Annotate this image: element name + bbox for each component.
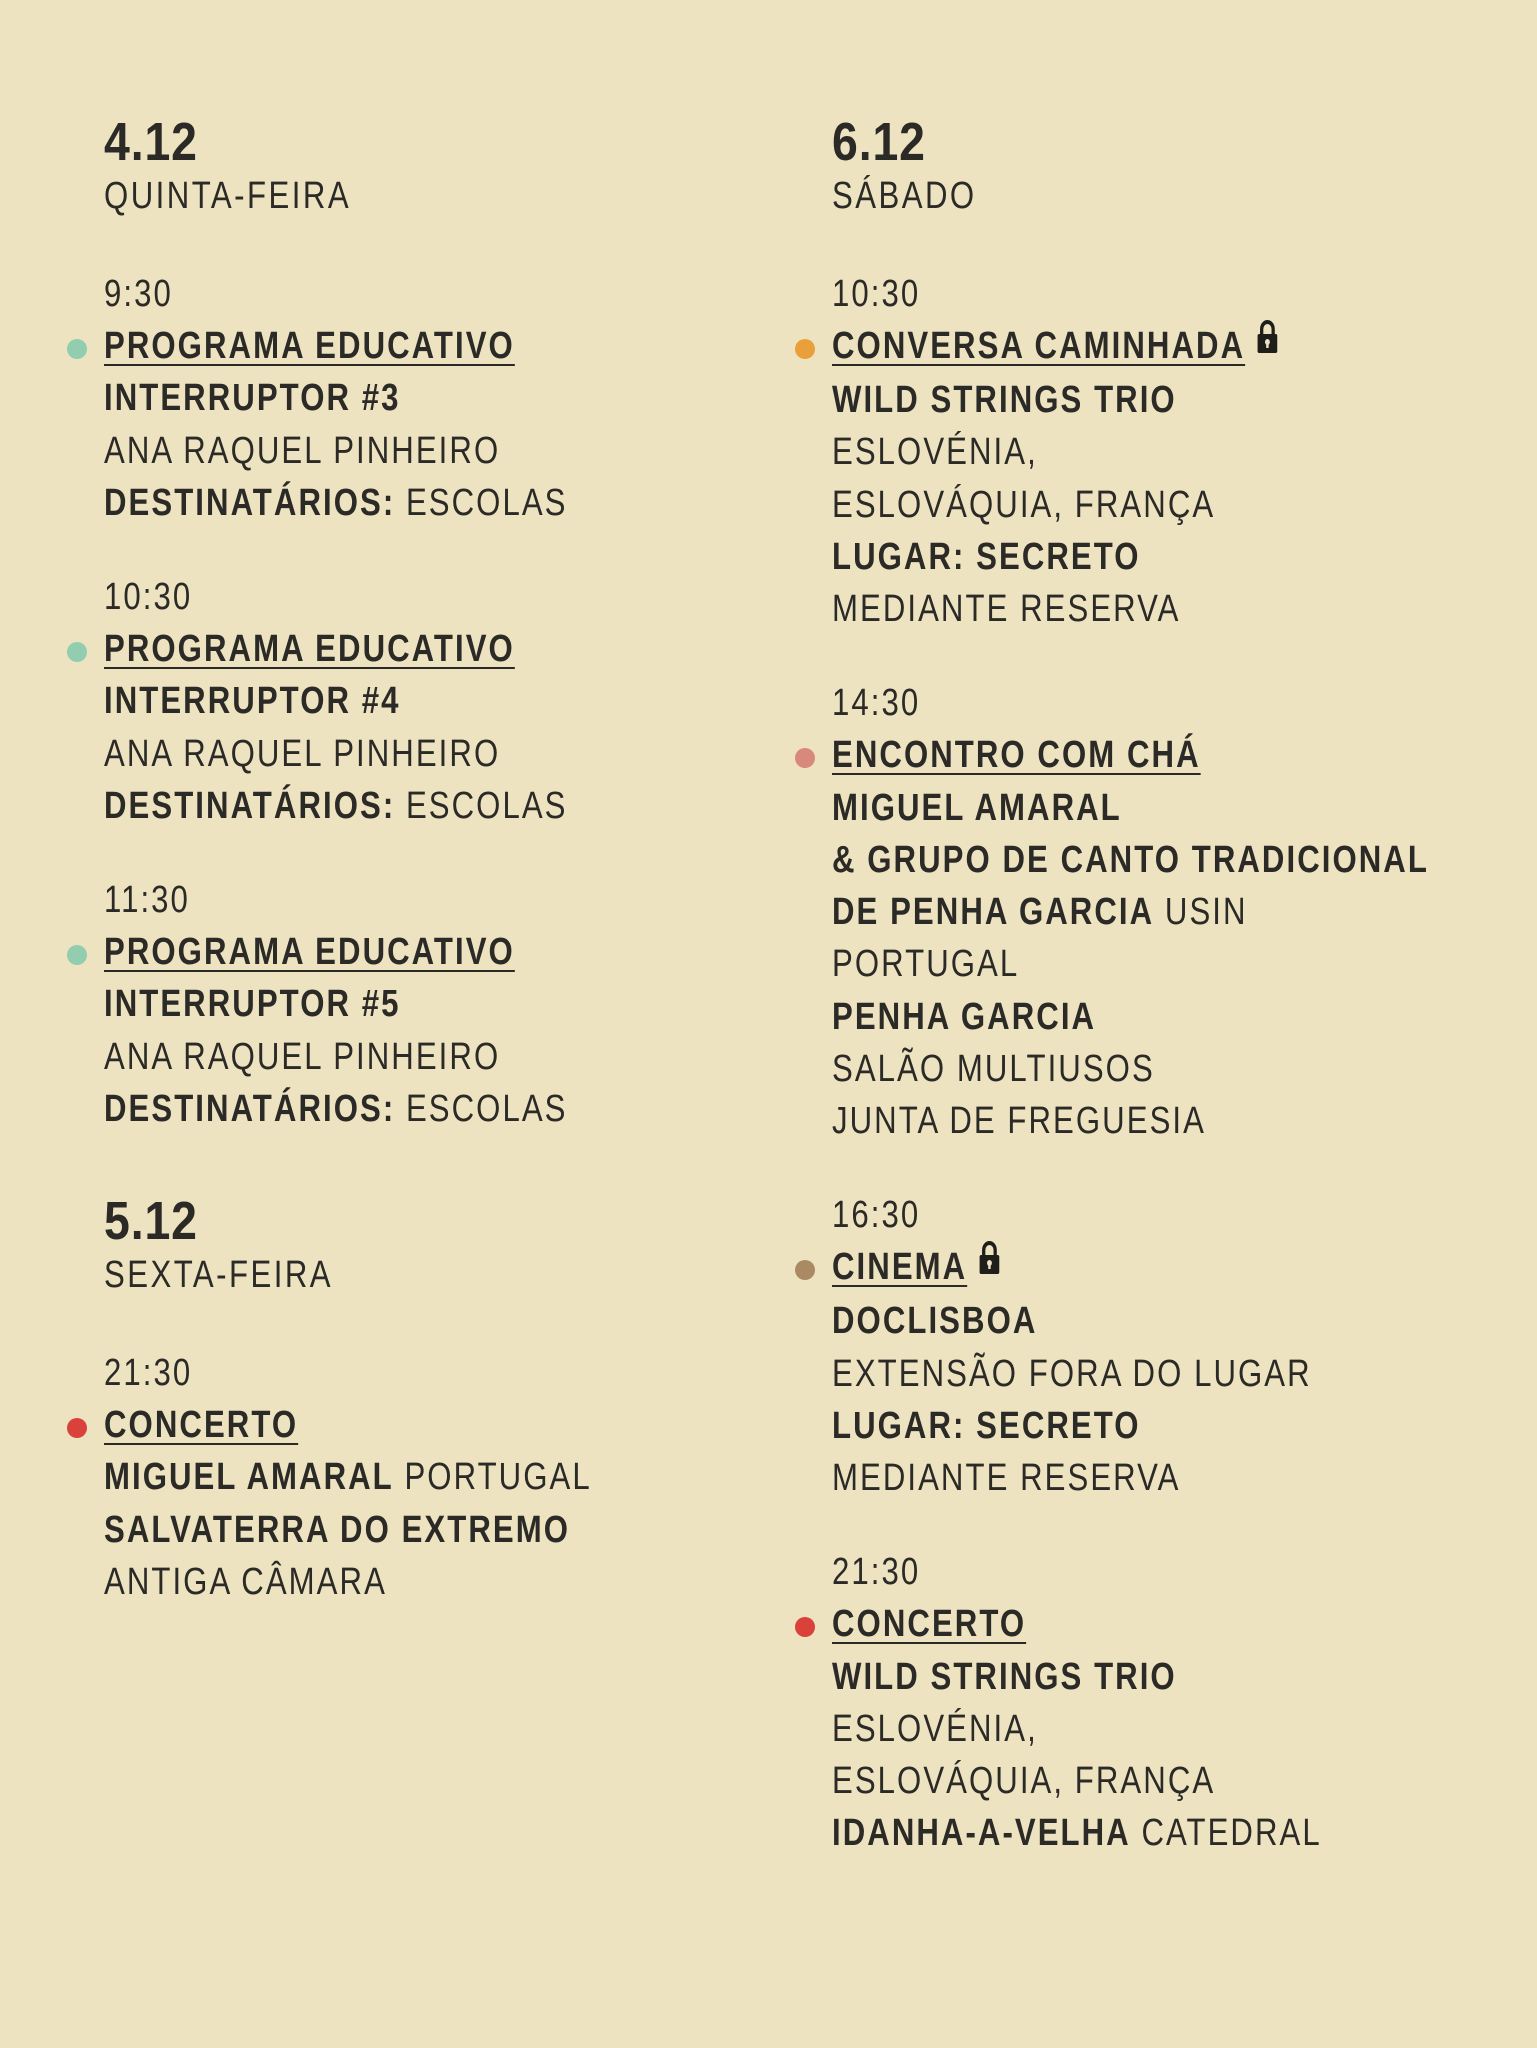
category-dot bbox=[67, 945, 87, 965]
event-place bbox=[832, 1807, 1406, 1859]
event-country: ESLOVÁQUIA, FRANÇA bbox=[832, 1760, 1216, 1802]
event-place: LUGAR: SECRETO bbox=[832, 1404, 1141, 1447]
day-date: 5.12 bbox=[104, 1191, 198, 1252]
event-country: ESLOVÁQUIA, FRANÇA bbox=[832, 483, 1216, 526]
event-subtitle: EXTENSÃO FORA DO LUGAR bbox=[832, 1352, 1312, 1395]
event-item bbox=[832, 1189, 1532, 1504]
event-category-link[interactable]: CONCERTO bbox=[832, 1603, 1027, 1646]
event-item bbox=[104, 268, 804, 529]
event-venue: ANTIGA CÂMARA bbox=[104, 1560, 387, 1603]
category-dot bbox=[795, 748, 815, 768]
category-dot bbox=[795, 339, 815, 359]
place-light: CATEDRAL bbox=[1130, 1812, 1322, 1855]
event-item bbox=[104, 874, 804, 1135]
event-title: MIGUEL AMARAL bbox=[832, 786, 1122, 829]
event-artist: ANA RAQUEL PINHEIRO bbox=[104, 429, 501, 472]
artist-country: PORTUGAL bbox=[393, 1456, 592, 1499]
event-time: 14:30 bbox=[832, 682, 921, 725]
day-header-4-12 bbox=[104, 112, 804, 220]
event-time: 11:30 bbox=[104, 879, 190, 922]
event-title: INTERRUPTOR #4 bbox=[104, 680, 401, 723]
event-audience bbox=[104, 477, 678, 529]
day-header-5-12 bbox=[104, 1191, 804, 1299]
day-header-6-12 bbox=[832, 112, 1532, 220]
event-audience bbox=[104, 780, 678, 832]
event-time: 9:30 bbox=[104, 273, 173, 315]
audience-value: ESCOLAS bbox=[395, 481, 568, 524]
event-title: WILD STRINGS TRIO bbox=[832, 379, 1177, 422]
day-weekday: SEXTA-FEIRA bbox=[104, 1254, 334, 1297]
event-time: 10:30 bbox=[832, 273, 921, 315]
event-item bbox=[832, 1546, 1532, 1859]
lock-icon bbox=[979, 1237, 1000, 1289]
event-category-link[interactable]: CINEMA bbox=[832, 1246, 968, 1289]
event-place: LUGAR: SECRETO bbox=[832, 535, 1141, 578]
audience-label: DESTINATÁRIOS: bbox=[104, 784, 396, 827]
category-dot bbox=[67, 642, 87, 662]
event-country: PORTUGAL bbox=[832, 943, 1020, 986]
event-item bbox=[832, 677, 1532, 1147]
category-dot bbox=[795, 1260, 815, 1280]
event-title: INTERRUPTOR #5 bbox=[104, 983, 401, 1026]
left-column bbox=[104, 112, 804, 1608]
event-title bbox=[832, 886, 1406, 938]
event-item bbox=[832, 268, 1532, 635]
lock-icon bbox=[1257, 316, 1278, 368]
day-weekday: SÁBADO bbox=[832, 175, 977, 217]
event-title: DOCLISBOA bbox=[832, 1300, 1038, 1343]
event-country: ESLOVÉNIA, bbox=[832, 431, 1038, 474]
event-time: 21:30 bbox=[104, 1352, 193, 1395]
event-category-link[interactable]: CONVERSA CAMINHADA bbox=[832, 325, 1246, 368]
event-time: 21:30 bbox=[832, 1551, 921, 1594]
artist-name: MIGUEL AMARAL bbox=[104, 1456, 394, 1499]
event-title: INTERRUPTOR #3 bbox=[104, 377, 401, 420]
event-note: MEDIANTE RESERVA bbox=[832, 588, 1181, 631]
event-artist: ANA RAQUEL PINHEIRO bbox=[104, 732, 501, 775]
audience-value: ESCOLAS bbox=[395, 784, 568, 827]
event-time: 16:30 bbox=[832, 1194, 921, 1237]
event-category-link[interactable]: PROGRAMA EDUCATIVO bbox=[104, 628, 515, 671]
event-item bbox=[104, 571, 804, 832]
event-category-link[interactable]: PROGRAMA EDUCATIVO bbox=[104, 931, 515, 974]
audience-value: ESCOLAS bbox=[395, 1087, 568, 1130]
category-dot bbox=[67, 1418, 87, 1438]
event-artist: ANA RAQUEL PINHEIRO bbox=[104, 1035, 501, 1078]
event-category-link[interactable]: CONCERTO bbox=[104, 1404, 299, 1447]
event-category-row bbox=[832, 320, 1406, 374]
title-light: USIN bbox=[1154, 891, 1248, 934]
title-bold: DE PENHA GARCIA bbox=[832, 891, 1155, 934]
event-category-link[interactable]: PROGRAMA EDUCATIVO bbox=[104, 325, 515, 368]
category-dot bbox=[795, 1617, 815, 1637]
audience-label: DESTINATÁRIOS: bbox=[104, 1087, 396, 1130]
event-title: WILD STRINGS TRIO bbox=[832, 1655, 1177, 1698]
event-venue: JUNTA DE FREGUESIA bbox=[832, 1099, 1206, 1142]
event-category-row bbox=[832, 1241, 1406, 1295]
category-dot bbox=[67, 339, 87, 359]
event-note: MEDIANTE RESERVA bbox=[832, 1456, 1181, 1499]
day-date: 4.12 bbox=[104, 112, 198, 172]
event-audience bbox=[104, 1083, 678, 1135]
event-category-link[interactable]: ENCONTRO COM CHÁ bbox=[832, 734, 1201, 777]
right-column bbox=[832, 112, 1532, 1859]
event-country: ESLOVÉNIA, bbox=[832, 1707, 1038, 1750]
event-place: PENHA GARCIA bbox=[832, 995, 1097, 1038]
day-date: 6.12 bbox=[832, 112, 926, 172]
event-title: & GRUPO DE CANTO TRADICIONAL bbox=[832, 838, 1429, 881]
event-venue: SALÃO MULTIUSOS bbox=[832, 1047, 1155, 1090]
event-time: 10:30 bbox=[104, 576, 193, 619]
event-artist bbox=[104, 1451, 678, 1503]
place-bold: IDANHA-A-VELHA bbox=[832, 1812, 1131, 1855]
event-item bbox=[104, 1347, 804, 1608]
audience-label: DESTINATÁRIOS: bbox=[104, 481, 396, 524]
event-place: SALVATERRA DO EXTREMO bbox=[104, 1508, 571, 1551]
day-weekday: QUINTA-FEIRA bbox=[104, 175, 352, 217]
